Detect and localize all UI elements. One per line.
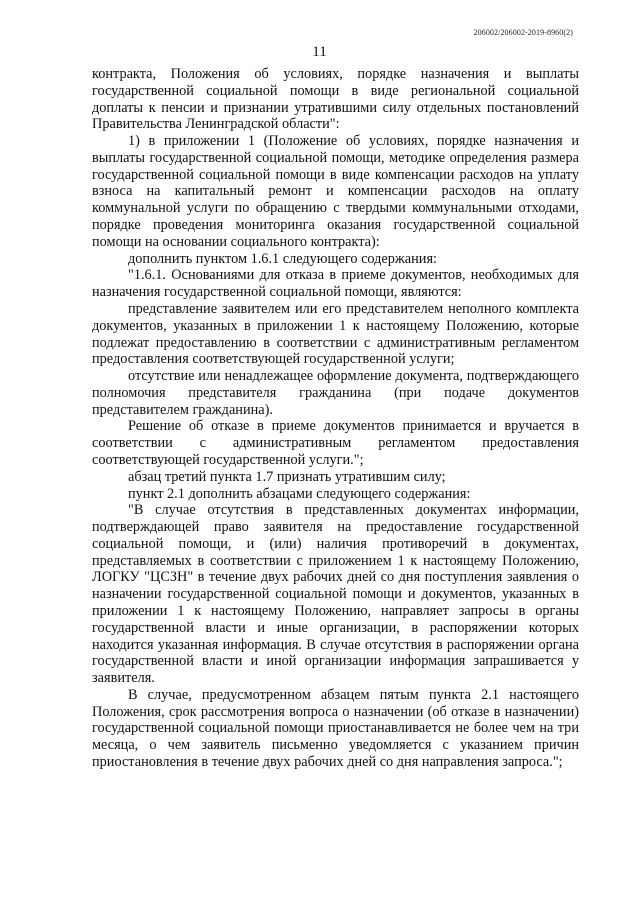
paragraph: представление заявителем или его представителем неполного комплекта документов, указанных в приложении 1 к настоящему Положению, которые подлежат предоставлению в соответствии с административным регламентом предоставления соответствующей государственной услуги; [92, 300, 579, 368]
paragraph: 1) в приложении 1 (Положение об условиях, порядке назначения и выплаты государственной социальной помощи, методике определения размера государственной социальной помощи в виде компенсации расходов на уплату взноса на капитальный ремонт и компенсации расходов на оплату коммунальной услуги по обращению с твердыми коммунальными отходами, порядке проведения мониторинга оказания государственной социальной помощи на основании социального контракта): [92, 133, 579, 250]
document-registration-number: 206002/206002-2019-8960(2) [473, 28, 573, 37]
paragraph: пункт 2.1 дополнить абзацами следующего содержания: [128, 485, 471, 502]
paragraph: абзац третий пункта 1.7 признать утратившим силу; [128, 468, 446, 485]
paragraph: Решение об отказе в приеме документов принимается и вручается в соответствии с административным регламентом предоставления соответствующей государственной услуги."; [92, 418, 579, 468]
paragraph: В случае, предусмотренном абзацем пятым пункта 2.1 настоящего Положения, срок рассмотрения вопроса о назначении (об отказе в назначении) государственной социальной помощи приостанавливается не более чем на три месяца, о чем заявитель письменно уведомляется с указанием причин приостановления в течение двух рабочих дней со дня направления запроса."; [92, 686, 579, 771]
paragraph: "1.6.1. Основаниями для отказа в приеме документов, необходимых для назначения государственной социальной помощи, являются: [92, 267, 579, 301]
paragraph: отсутствие или ненадлежащее оформление документа, подтверждающего полномочия представителя гражданина (при подаче документов представителем гражданина). [92, 368, 579, 418]
paragraph: дополнить пунктом 1.6.1 следующего содержания: [128, 250, 437, 267]
paragraph: "В случае отсутствия в представленных документах информации, подтверждающей право заявителя на предоставление государственной социальной помощи, и (или) наличия противоречий в документах, представляемых в соответствии с приложением 1 к настоящему Положению, ЛОГКУ "ЦСЗН" в течение двух рабочих дней со дня поступления заявления о назначении государственной социальной помощи и документов, указанных в приложении 1 к настоящему Положению, направляет запросы в органы государственной власти и иные организации, в распоряжении которых находится указанная информация. В случае отсутствия в распоряжении органа государственной власти и иной организации информация запрашивается у заявителя. [92, 502, 579, 687]
page-number: 11 [312, 44, 327, 60]
document-body [92, 66, 579, 771]
paragraph: контракта, Положения об условиях, порядке назначения и выплаты государственной социальной помощи в виде региональной социальной доплаты к пенсии и признании утратившими силу отдельных постановлений Правительства Ленинградской области": [92, 66, 579, 133]
